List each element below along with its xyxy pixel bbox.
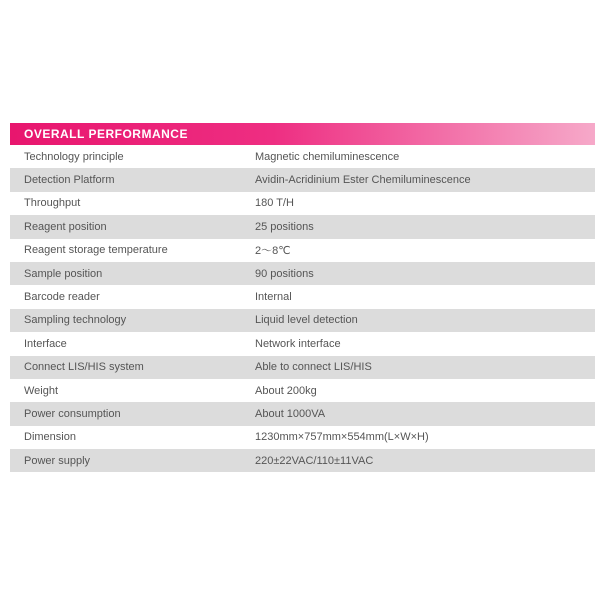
- spec-row: [10, 449, 595, 472]
- spec-row: [10, 145, 595, 168]
- spec-value: 2～8℃: [255, 245, 291, 258]
- spec-label: Throughput: [24, 197, 81, 210]
- spec-label: Technology principle: [24, 150, 124, 163]
- spec-row: [10, 402, 595, 425]
- spec-label: Connect LIS/HIS system: [24, 361, 144, 374]
- spec-value: 180 T/H: [255, 197, 294, 210]
- spec-value: Internal: [255, 291, 292, 304]
- spec-value: Able to connect LIS/HIS: [255, 361, 372, 374]
- spec-label: Power consumption: [24, 407, 121, 420]
- spec-value: Avidin-Acridinium Ester Chemiluminescence: [255, 174, 471, 187]
- spec-value: 1230mm×757mm×554mm(L×W×H): [255, 431, 429, 444]
- spec-label: Reagent storage temperature: [24, 244, 168, 257]
- spec-label: Interface: [24, 337, 67, 350]
- spec-value: Network interface: [255, 337, 341, 350]
- spec-value: About 1000VA: [255, 407, 326, 420]
- spec-row: [10, 356, 595, 379]
- spec-header-title: OVERALL PERFORMANCE: [24, 127, 188, 141]
- spec-value: 90 positions: [255, 267, 314, 280]
- spec-row: [10, 379, 595, 402]
- spec-label: Power supply: [24, 454, 91, 467]
- spec-label: Dimension: [24, 431, 76, 444]
- spec-row: [10, 426, 595, 449]
- spec-row: [10, 285, 595, 308]
- spec-value: About 200kg: [255, 384, 317, 397]
- spec-row: [10, 215, 595, 238]
- spec-row: [10, 332, 595, 355]
- spec-row: [10, 192, 595, 215]
- spec-row: [10, 262, 595, 285]
- spec-row: [10, 239, 595, 262]
- spec-value: 220±22VAC/110±11VAC: [255, 454, 374, 467]
- spec-row: [10, 309, 595, 332]
- spec-value: Magnetic chemiluminescence: [255, 150, 400, 163]
- spec-label: Weight: [24, 384, 59, 397]
- spec-table: [10, 123, 595, 472]
- spec-rows: [10, 145, 595, 472]
- spec-value: 25 positions: [255, 220, 314, 233]
- spec-label: Detection Platform: [24, 174, 115, 187]
- spec-label: Barcode reader: [24, 291, 100, 304]
- spec-value: Liquid level detection: [255, 314, 358, 327]
- spec-label: Reagent position: [24, 220, 107, 233]
- spec-row: [10, 168, 595, 191]
- spec-label: Sampling technology: [24, 314, 127, 327]
- spec-label: Sample position: [24, 267, 103, 280]
- spec-header: [10, 123, 595, 145]
